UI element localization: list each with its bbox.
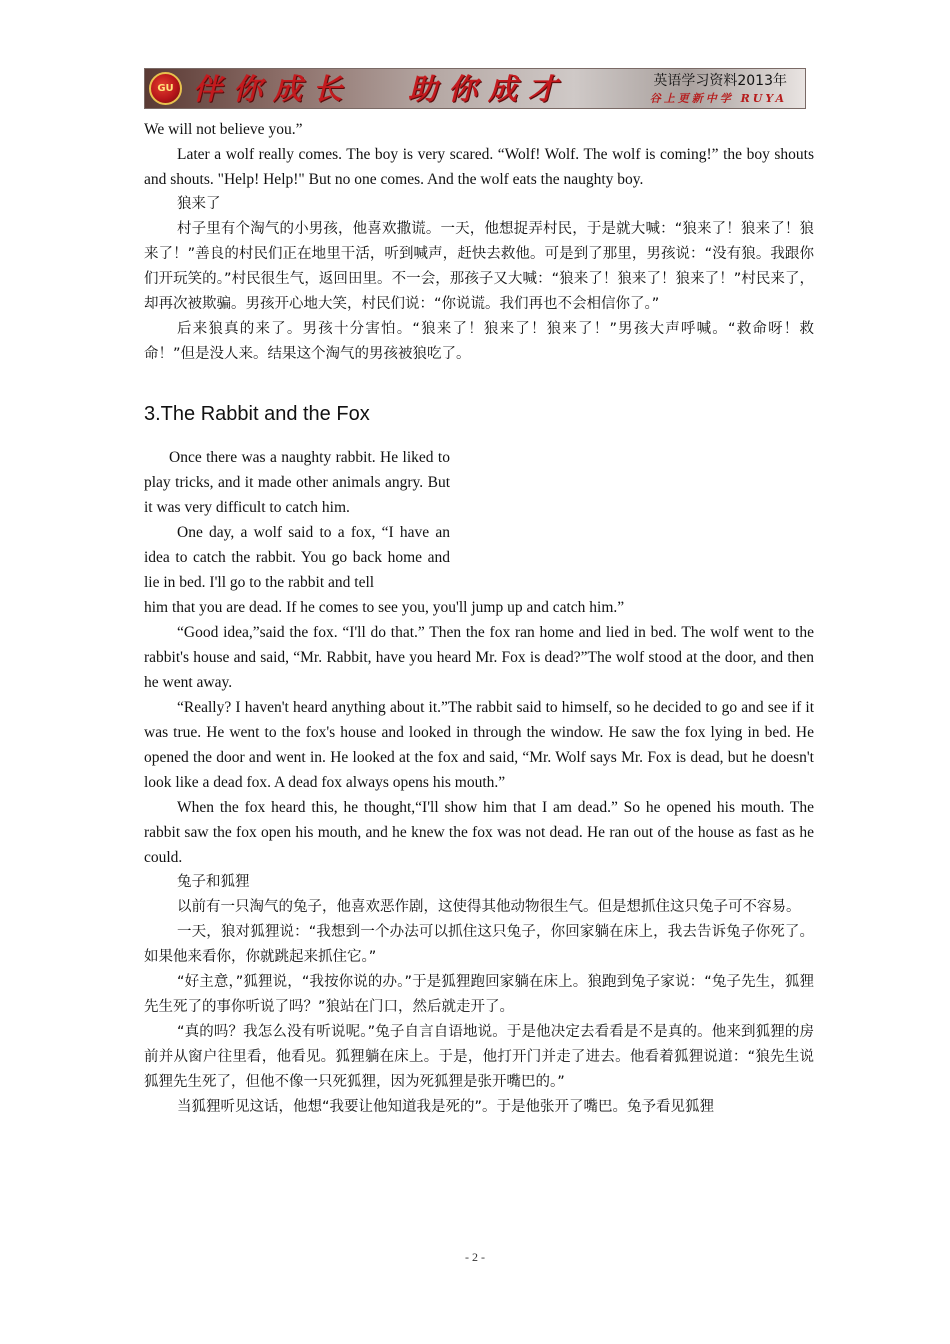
paragraph: Once there was a naughty rabbit. He liked to play tricks, and it made other animals angry. But it was very difficult to catch him. [144,449,450,516]
paragraph: “Really? I haven't heard anything about it.”The rabbit said to himself, so he decided to go and see if it was true. He went to the fox's house and looked in through the window. He saw the fox lying in bed. He opened the door and went in. He looked at the fox and said, “Mr. Wolf says Mr. Fox is dead, but he doesn't look like a dead fox. A dead fox always opens his mouth.” [144,699,814,791]
story-title-cn: 狼来了 [177,196,221,212]
school-logo-icon: GU [149,72,182,105]
page-number: - 2 - [465,1250,485,1264]
paragraph-cn: 以前有一只淘气的兔子，他喜欢恶作剧，这使得其他动物很生气。但是想抓住这只兔子可不容易。 [177,899,801,915]
paragraph-cn: 后来狼真的来了。男孩十分害怕。“狼来了！狼来了！狼来了！”男孩大声呼喊。“救命呀！救命！”但是没人来。结果这个淘气的男孩被狼吃了。 [144,321,814,362]
banner-slogan: 伴你成长 助你成才 [193,72,569,106]
document-body [144,117,814,1120]
header-banner [144,68,806,109]
section-heading: 3.The Rabbit and the Fox [144,403,370,425]
paragraph-continuation: him that you are dead. If he comes to see you, you'll jump up and catch him.” [144,599,625,616]
paragraph-cn: 一天，狼对狐狸说：“我想到一个办法可以抓住这只兔子，你回家躺在床上，我去告诉兔子你死了。如果他来看你，你就跳起来抓住它。” [144,924,814,965]
banner-material-title: 英语学习资料2013年 [653,73,787,89]
paragraph: When the fox heard this, he thought,“I'll show him that I am dead.” So he opened his mouth. The rabbit saw the fox open his mouth, and he knew the fox was not dead. He ran out of the house as fast as he could. [144,799,814,866]
banner-school-name: 谷上更新中学 RUYA [649,92,787,105]
paragraph: Later a wolf really comes. The boy is very scared. “Wolf! Wolf. The wolf is coming!” the boy shouts and shouts. "Help! Help!" But no one comes. And the wolf eats the naughty boy. [144,146,814,188]
paragraph: “Good idea,”said the fox. “I'll do that.” Then the fox ran home and lied in bed. The wolf went to the rabbit's house and said, “Mr. Rabbit, have you heard Mr. Fox is dead?”The wolf stood at the door, and then he went away. [144,624,814,691]
story-title-cn: 兔子和狐狸 [177,874,250,890]
paragraph: One day, a wolf said to a fox, “I have an idea to catch the rabbit. You go back home and lie in bed. I'll go to the rabbit and tell [144,524,450,591]
paragraph-cn: “好主意，”狐狸说，“我按你说的办。”于是狐狸跑回家躺在床上。狼跑到兔子家说：“兔子先生，狐狸先生死了的事你听说了吗？”狼站在门口，然后就走开了。 [144,974,814,1015]
paragraph: We will not believe you.” [144,121,303,138]
paragraph-cn: “真的吗？我怎么没有听说呢。”兔子自言自语地说。于是他决定去看看是不是真的。他来到狐狸的房前并从窗户往里看，他看见。狐狸躺在床上。于是，他打开门并走了进去。他看着狐狸说道：“狼先生说狐狸先生死了，但他不像一只死狐狸，因为死狐狸是张开嘴巴的。” [144,1024,814,1090]
paragraph-cn: 当狐狸听见这话，他想“我要让他知道我是死的”。于是他张开了嘴巴。兔予看见狐狸 [177,1099,715,1115]
paragraph-cn: 村子里有个淘气的小男孩，他喜欢撒谎。一天，他想捉弄村民，于是就大喊：“狼来了！狼来了！狼来了！”善良的村民们正在地里干活，听到喊声，赶快去救他。可是到了那里，男孩说：“没有狼。我跟你们开玩笑的。”村民很生气，返回田里。不一会，那孩子又大喊：“狼来了！狼来了！狼来了！”村民来了，却再次被欺骗。男孩开心地大笑，村民们说：“你说谎。我们再也不会相信你了。” [144,221,814,312]
